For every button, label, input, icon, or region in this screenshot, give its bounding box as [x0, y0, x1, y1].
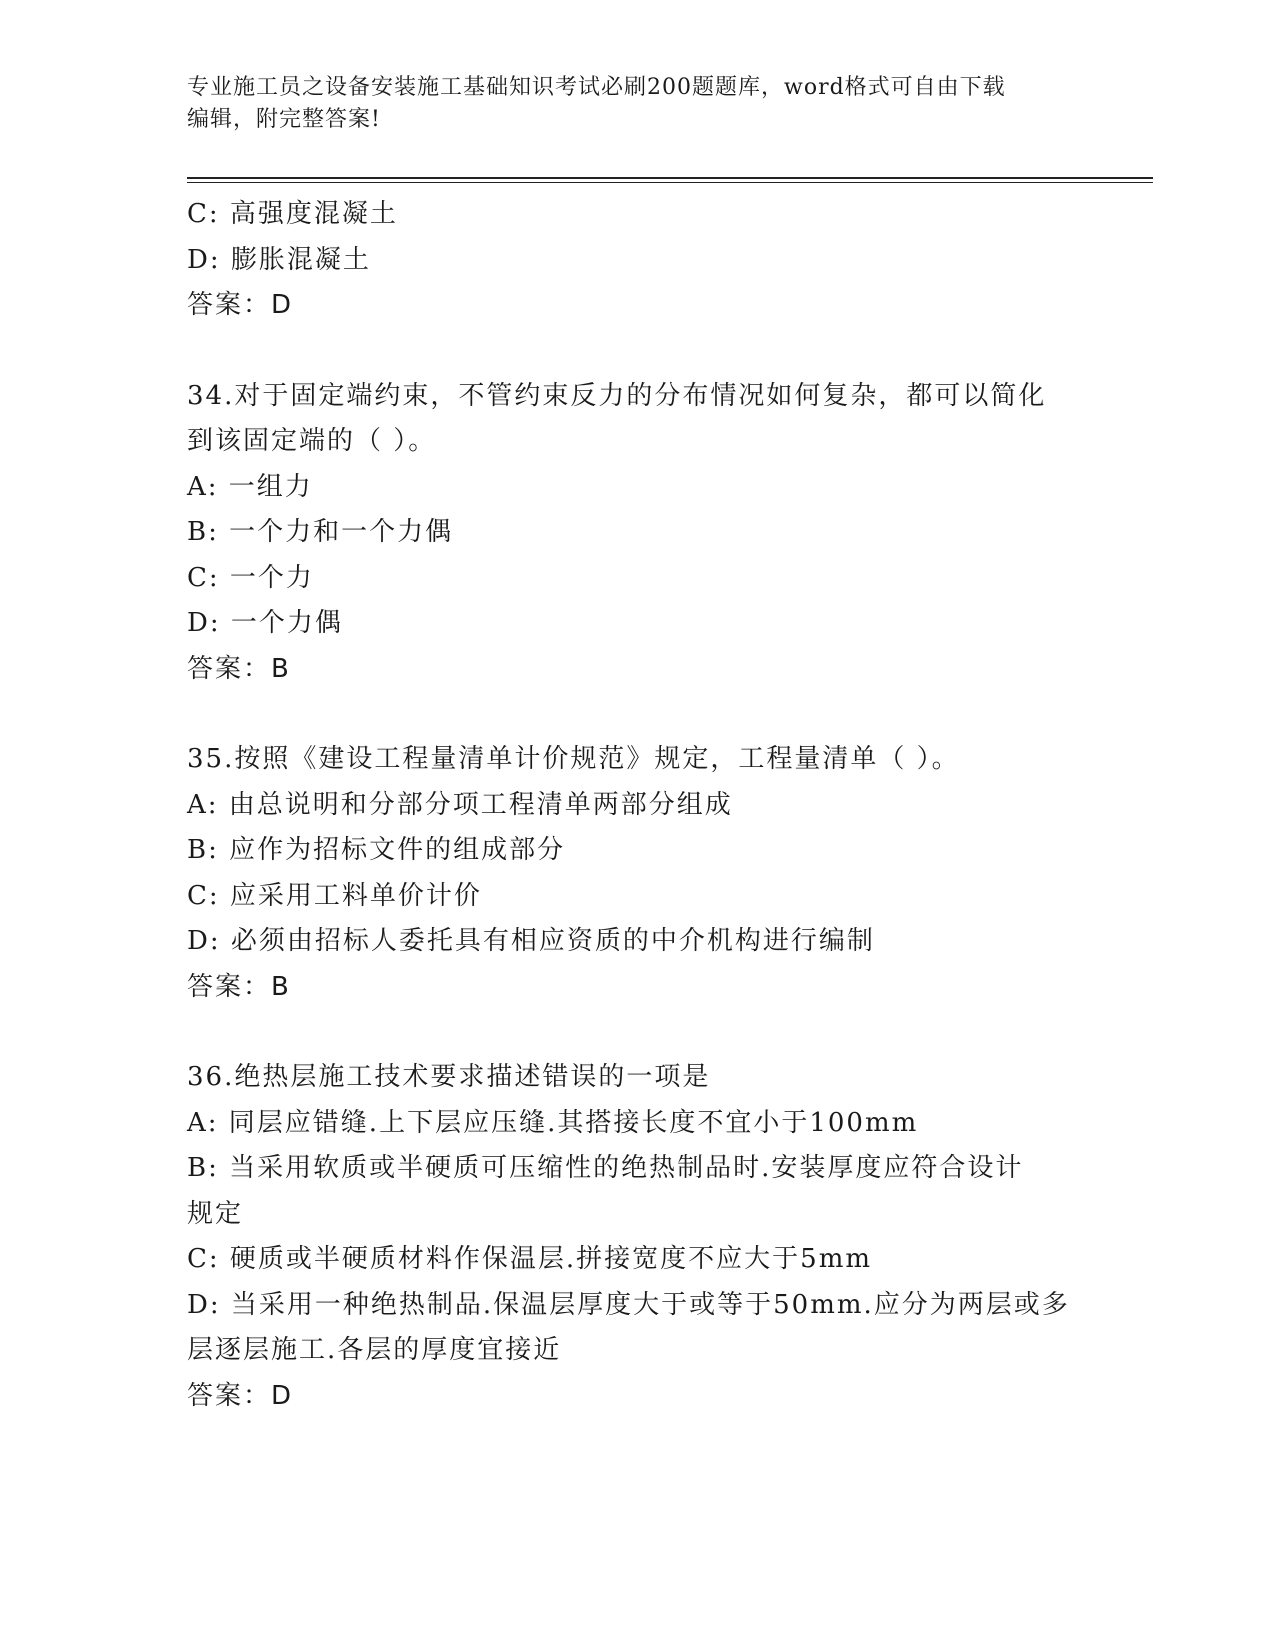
answer: 答案：B — [187, 653, 291, 684]
option-b: B: 一个力和一个力偶 — [187, 517, 454, 547]
option-d-continued: 层逐层施工.各层的厚度宜接近 — [187, 1335, 562, 1365]
option-a: A: 同层应错缝.上下层应压缝.其搭接长度不宜小于100mm — [187, 1107, 919, 1138]
header-line-1: 专业施工员之设备安装施工基础知识考试必刷200题题库，word格式可自由下载 — [187, 75, 1006, 100]
question-35 — [187, 737, 1087, 1010]
option-a: A: 一组力 — [187, 471, 313, 502]
question-34 — [187, 374, 1087, 693]
option-a: A: 由总说明和分部分项工程清单两部分组成 — [187, 789, 733, 820]
option-c: C: 一个力 — [187, 562, 314, 593]
option-d: D: 必须由招标人委托具有相应资质的中介机构进行编制 — [187, 926, 875, 956]
question-stem-line: 35.按照《建设工程量清单计价规范》规定，工程量清单（ ）。 — [187, 744, 960, 774]
question-36 — [187, 1055, 1087, 1419]
option-d: D: 膨胀混凝土 — [187, 244, 371, 275]
header-rule-thin — [187, 182, 1153, 183]
option-b-continued: 规定 — [187, 1198, 244, 1229]
question-stem-line: 到该固定端的（ ）。 — [187, 426, 437, 456]
question-33-tail — [187, 192, 1087, 329]
question-stem-line: 34.对于固定端约束，不管约束反力的分布情况如何复杂，都可以简化 — [187, 380, 1047, 411]
header-rule-thick — [187, 177, 1153, 179]
answer: 答案：D — [187, 1380, 294, 1411]
option-b: B: 应作为招标文件的组成部分 — [187, 835, 566, 865]
header-line-2: 编辑，附完整答案! — [187, 107, 381, 132]
option-c: C: 硬质或半硬质材料作保温层.拼接宽度不应大于5mm — [187, 1244, 873, 1274]
option-b: B: 当采用软质或半硬质可压缩性的绝热制品时.安装厚度应符合设计 — [187, 1153, 1024, 1183]
document-body — [187, 192, 1087, 1419]
option-c: C: 应采用工料单价计价 — [187, 880, 482, 911]
option-d: D: 一个力偶 — [187, 608, 343, 638]
answer: 答案：B — [187, 971, 291, 1002]
option-d: D: 当采用一种绝热制品.保温层厚度大于或等于50mm.应分为两层或多 — [187, 1289, 1070, 1320]
document-header — [187, 72, 1067, 136]
option-c: C: 高强度混凝土 — [187, 199, 398, 229]
answer: 答案：D — [187, 290, 294, 320]
question-stem-line: 36.绝热层施工技术要求描述错误的一项是 — [187, 1062, 711, 1092]
